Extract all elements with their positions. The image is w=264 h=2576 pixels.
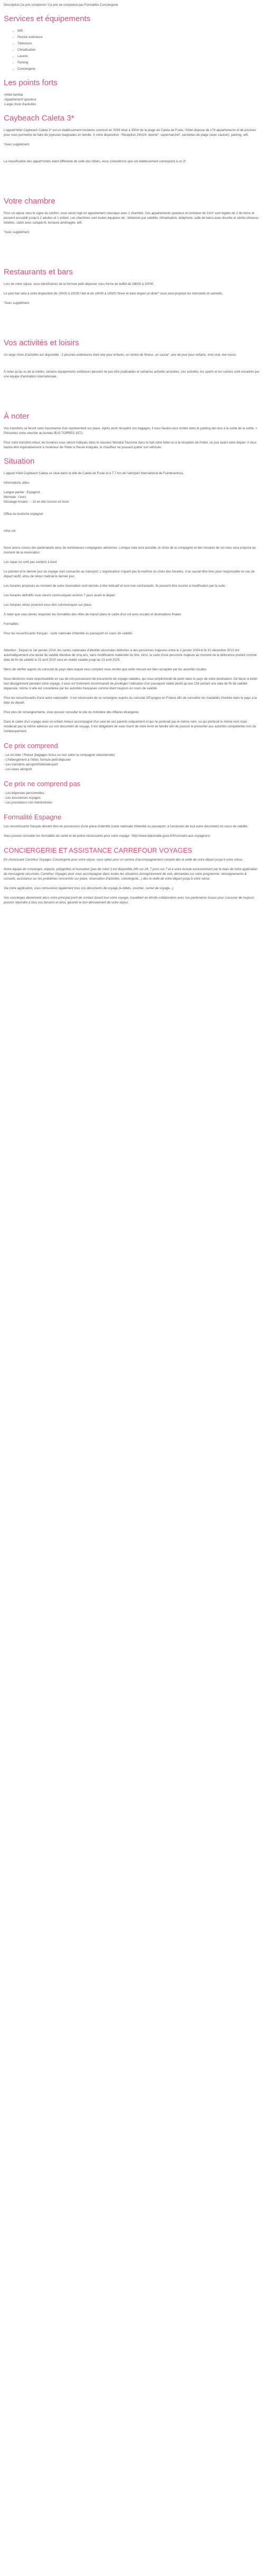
list-item: -Appartement spacieux (4, 98, 36, 101)
list-item: - Les transferts aéroport/hôtel/aéroport (4, 763, 58, 767)
hotel-classification: La classification des appart'hotels étant différente de celle des hôtels, nous considérons que cet établissement correspond à un 3*. (4, 160, 187, 163)
vol-p2: Les repas ne sont pas compris à bord (4, 561, 57, 564)
vol-p3: Le premier et le dernier jour du voyage sont consacrés au transport. L'organisateur n'ayant pas la maîtrise du choix des horaires, il ne saurait être tenu pour responsable en cas de départ tardif, et/ou de retour matinal le dernier jour. (4, 570, 255, 578)
list-item: - L'hébergement à l'hôtel, formule petit-déjeuner (4, 759, 71, 762)
info-title: Informations utiles (4, 482, 30, 485)
conciergerie-p3: Via notre application, vous retrouverez également tous vos documents de voyage (e-billets, voucher, carnet de voyage...) (4, 887, 174, 890)
list-item: - Les dépenses personnelles (4, 792, 44, 795)
restaurants-note: *Avec supplément (4, 302, 30, 305)
vol-p1: Nous avons conclu des partenariats avec de nombreuses compagnies aériennes. Lorsque cela sera possible, le choix de la compagnie et des horaires de vol vous sera proposé au moment de la réservation. (4, 547, 256, 555)
restaurants-title: Restaurants et bars (4, 267, 73, 276)
formalites-p2: Attention : Depuis le 1er janvier 2014, les cartes nationales d'identité sécurisées délivrées à des personnes majeures entre le 2 janvier 2004 et le 31 décembre 2013 ont automatiquement une durée de validité étendue de cinq ans, sans modification matérielle du titre. Ainsi, la carte d'une personne majeure au moment de la délivrance portant comme date de fin de validité le 23 avril 2020 sera en réalité valable jusqu'au 23 avril 2025. (4, 649, 257, 662)
list-item: • Parking (17, 61, 260, 66)
formalites-p6: Pour plus de renseignements, vous pouvez consulter le site du ministère des Affaires étrangères (4, 711, 139, 714)
page-content (0, 0, 264, 906)
chambre-note: *Avec supplément (4, 231, 30, 234)
formalites-p3: Merci de vérifier auprès du consulat du pays dans lequel vous comptez vous rendre que cette mesure est bien acceptée par les autorités locales. (4, 668, 208, 671)
conciergerie-p1: En choisissant Carrefour Voyages Conciergerie pour votre séjour, vous optez pour un service d'accompagnement complet dès la veille de votre départ jusqu'à votre retour. (4, 858, 243, 862)
comprend-title: Ce prix comprend (4, 742, 58, 750)
list-item: - Les prestations non mentionnées (4, 801, 53, 805)
noter-title: À noter (4, 412, 30, 421)
chambre-title: Votre chambre (4, 197, 55, 206)
formalites-p1: Pour les ressortissants français : carte nationale d'identité ou passeport en cours de validité. (4, 632, 133, 635)
description-tabs-line: Description Ce prix comprend / Ce prix ne comprend pas Formalités Conciergerie (4, 4, 118, 7)
situation-title: Situation (4, 457, 35, 466)
formalites-label: Formalités (4, 623, 19, 626)
conciergerie-p4: Vos concierges deviennent alors votre principal point de contact durant tout votre voyage, travaillant en étroite collaboration avec nos partenaires locaux pour s'assurer de toujours pouvoir répondre à tous vos besoins et ainsi, garantir le bon déroulement de votre séjour. (4, 897, 254, 904)
info-item: Langue parlée : Espagnol (4, 491, 40, 494)
hotel-note: *Avec supplément (4, 143, 30, 146)
formalite-espagne-p1: Les ressortissants français doivent être en possession d'une pièce d'identité (carte nationale d'identité ou passeport, à l'exclusion de tout autre document) en cours de validité. (4, 825, 248, 828)
hotel-description: L'appart'hôtel Caybeach Caleta 3* est un établissement moderne construit en 2009 situé à 300m de la plage de Caleta de Fuste, l'hôtel dispose de 174 appartements et de piscines pour vous permettre de faire de joyeuses baignades en famille. À votre disposition : Réception 24h/24, laverie*, supermarché*, serviettes de plage (avec caution), parking, wifi. (4, 129, 256, 137)
formalites-p4: Nous déclinons toute responsabilité en cas de non-possession de documents de voyage valables, qui vous empêcherait de partir dans le pays de votre destination. De façon à éviter tout désagrément pendant votre voyage, il vous est fortement recommandé de privilégier l'utilisation d'un passeport valide plutôt qu'une CNI portant une date de fin de validité dépassée, même si elle est considérée par les autorités françaises comme étant toujours en cours de validité. (4, 678, 258, 690)
services-list (4, 29, 260, 72)
list-item: • Wifi (17, 29, 260, 34)
list-item: • Conciergerie (17, 67, 260, 72)
office-tourisme-link[interactable]: Office du tourisme espagnol (4, 513, 43, 516)
list-item: • Télévision (17, 42, 260, 47)
formalites-p7: Dans le cadre d'un voyage avec un enfant mineur accompagné d'un seul de ses parents uniquement et qui ne porterait pas le même nom, ou qui porterait le même nom mais résiderait pas la même adresse sur son document de voyage, il est obligatoire de vous munir de votre livret de famille afin de pouvoir le présenter aux autorités compétentes lors de l'embarquement. (4, 721, 256, 733)
services-title: Services et équipements (4, 14, 91, 23)
vol-p6: Les horaires retour pourront vous être communiqués sur place. (4, 604, 92, 607)
infos-vol-label: Infos vol (4, 530, 16, 533)
info-item: Monnaie : l'euro (4, 496, 26, 499)
noter-p1: Vos transferts se feront sans l'assistance d'un représentant sur place. Après avoir récupéré vos bagages, il vous faudra vous rendre dans le parking des bus à la sortie de la sortie. > Présentez votre voucher au bureau BUS TORRES 1972. (4, 427, 258, 435)
conciergerie-p2: Notre équipe de concierges, experts, polyglottes et humaines (pas de robot !) est disponible 24h sur 24, 7 jours sur 7 et à votre écoute exclusivement par le biais de notre application de messagerie sécurisée, Carrefour Voyages pour vous accompagner dans toutes les situations (enregistrement de vols, demandes sur votre programme, renseignements & conseils, assistance sur les problèmes rencontrés sur place, réservation d'activités, conciergerie...) dès la veille de votre départ jusqu'à votre retour. (4, 868, 258, 881)
restaurants-p1: Lors de votre séjour, vous bénéficierez de la formule petit déjeuner sous forme de buffet de 08h00 à 10h00. (4, 283, 155, 286)
formalites-p5: Pour les ressortissants d'une autre nationalité : il est nécessaire de se renseigner auprès du consulat d'Espagne en France afin de connaître les modalités d'entrée dans le pays à la date du départ. (4, 697, 257, 705)
forts-title: Les points forts (4, 78, 58, 87)
list-item: • Piscine extérieure (17, 35, 260, 40)
list-item: - Le vol Aller / Retour (bagages inclus ou non selon la compagnie sélectionnée) (4, 754, 115, 757)
restaurants-p2: Le pool bar sera à votre disposition de 10h00 à 22h30 l'été et de 10h00 à 19h00 l'hiver et dans lequel un diner* vous sera proposé les mercredis et samedis. (4, 292, 223, 296)
list-item: - Les assurances voyages (4, 797, 41, 800)
noter-p2: Pour votre transfert retour, les horaires vous seront indiqués dans le classeur Mondial Tourisme dans le hall votre hôtel ou à la réception de l'hôtel, un jour avant votre départ. Il vous faudra être impérativement à l'extérieur de l'hôtel à l'heure indiquée, le chauffeur ne pouvant quitter son véhicule. (4, 441, 257, 449)
situation-p1: L'appart hôtel Caybeach Caleta se situe dans la ville de Caleta de Fuste et à 7,7 km de l'aéroport international de Fuerteventura. (4, 472, 184, 475)
conciergerie-title: CONCIERGERIE ET ASSISTANCE CARREFOUR VOYAGES (4, 846, 192, 854)
list-item: • Laverie (17, 54, 260, 59)
list-item: -Hôtel familial (4, 94, 23, 97)
list-item: - Les taxes aéroport (4, 768, 32, 771)
chambre-description: Pour un séjour sous le signe du confort, vous serez logé en appartement classique avec 1 chambre. Ces appartements spacieux et lumineux de 31m² sont logées de 2 lits twins et peuvent accueillir jusqu'à 2 adultes et 1 enfant. Les chambres sont toutes équipées de : télévision par satellite, climatisation, téléphone, salle de bains avec douche et sèche-cheveux, toilettes, salon avec canapé-lit, terrasse aménagée, wifi. (4, 212, 259, 225)
list-item: • Climatisation (17, 48, 260, 53)
info-item: Décalage horaire : - 1h en été comme en hiver (4, 501, 69, 504)
list-item: -Large choix d'activités (4, 103, 36, 106)
ne-comprend-title: Ce prix ne comprend pas (4, 780, 81, 788)
loisirs-p1: Un large choix d'activités est disponible : 2 piscines extérieures dont une pour enfants, un centre de fitness, un sauna*, aire de jeux pour enfants, mini club, live music. (4, 354, 237, 357)
hotel-title: Caybeach Caleta 3* (4, 114, 74, 123)
formalite-espagne-p2: Vous pouvez consulter les formalités de santé et de police nécessaires pour votre voyage : http://www.diplomatie.gouv.fr/fr/conseils-aux-voyageurs/ (4, 835, 210, 838)
loisirs-p2: À noter qu'au vu de la météo, certains équipements extérieurs peuvent ne pas être praticables et certaines activités annulées. Les activités, les sports et les soirées sont encadrés par une équipe d'animation internationale. (4, 371, 260, 378)
vol-p4: Les horaires proposés au moment de votre réservation sont donnés à titre indicatif et sont non contractuels. Ils peuvent être soumis à modification par la suite. (4, 585, 226, 588)
vol-p5: Les horaires définitifs vous seront communiqués environ 7 jours avant le départ. (4, 594, 116, 597)
formalite-espagne-title: Formalité Espagne (4, 813, 62, 821)
loisirs-title: Vos activités et loisirs (4, 338, 79, 347)
vol-p7: À noter que vous devez respecter les formalités des villes de transit (dans le cadre d'un vol avec escale) et destinations finales (4, 613, 181, 616)
